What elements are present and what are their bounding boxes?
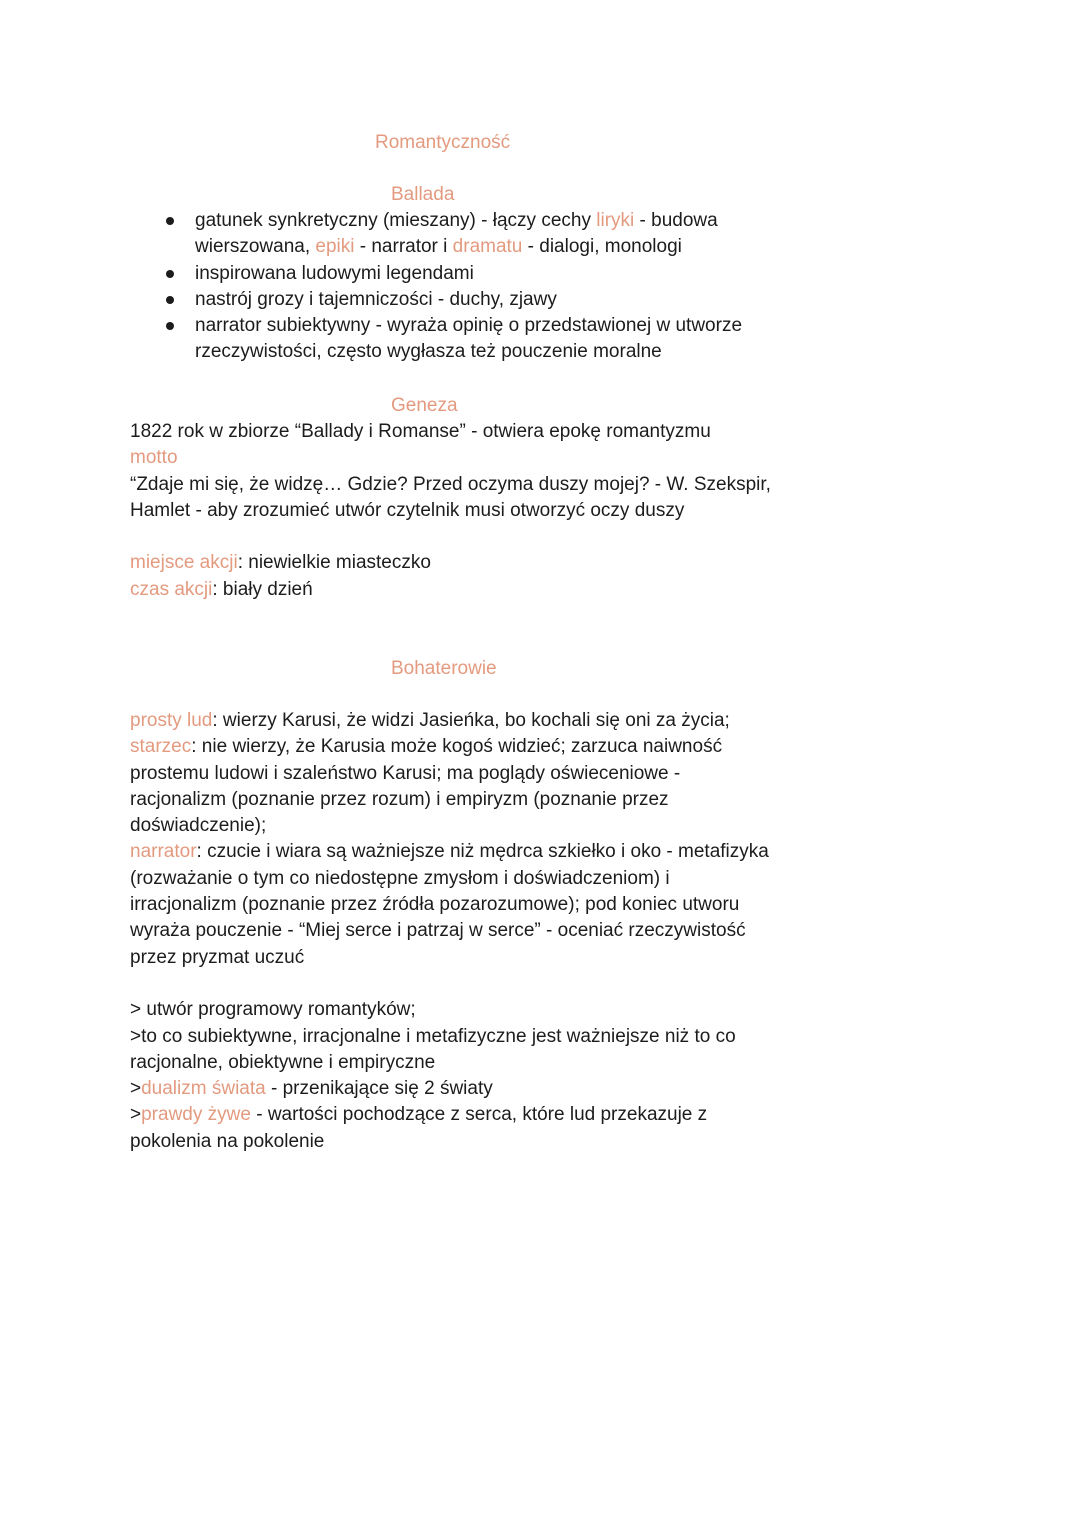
bullet-text: inspirowana ludowymi legendami bbox=[195, 262, 474, 284]
narrator-text: : czucie i wiara są ważniejsze niż mędrca szkiełko i oko - metafizyka (rozważanie o tym co niedostępne zmysłom i doświadczeniom) i irracjonalizm (poznanie przez źródła pozarozumowe); pod koniec utworu wyraża pouczenie - “Miej serce i patrzaj w serce” - oceniać rzeczywistość przez pryzmat uczuć bbox=[130, 841, 769, 968]
geneza-section bbox=[130, 419, 790, 603]
prawdy-label: prawdy żywe bbox=[141, 1104, 251, 1126]
geneza-heading: Geneza bbox=[391, 395, 458, 416]
bullet-text: narrator subiektywny - wyraża opinię o przedstawionej w utworze rzeczywistości, często wygłasza też pouczenie moralne bbox=[195, 315, 743, 363]
lud-label: prosty lud bbox=[130, 710, 213, 731]
bullet-icon bbox=[166, 270, 174, 278]
summary-line-2: >to co subiektywne, irracjonalne i metafizyczne jest ważniejsze niż to co racjonalne, obiektywne i empiryczne bbox=[130, 1025, 736, 1073]
summary-line-3 bbox=[130, 1076, 780, 1102]
ballada-bullet-list bbox=[130, 208, 810, 366]
time-of-action bbox=[130, 577, 790, 603]
dualizm-text: - przenikające się 2 światy bbox=[265, 1078, 493, 1100]
keyword-dramatu: dramatu bbox=[452, 236, 523, 258]
bullet-text: - dialogi, monologi bbox=[522, 236, 682, 258]
spacer bbox=[130, 971, 780, 997]
keyword-epiki: epiki bbox=[315, 236, 355, 258]
bohaterowie-heading: Bohaterowie bbox=[391, 658, 497, 679]
character-starzec bbox=[130, 734, 780, 839]
character-narrator bbox=[130, 839, 780, 970]
time-value: : biały dzień bbox=[212, 578, 313, 600]
summary-prefix: > bbox=[130, 1078, 142, 1100]
place-of-action bbox=[130, 550, 790, 576]
starzec-label: starzec bbox=[130, 736, 192, 758]
place-label: miejsce akcji bbox=[130, 552, 238, 574]
character-lud bbox=[130, 708, 780, 734]
ballada-bullet-1 bbox=[130, 208, 810, 261]
bullet-text: nastrój grozy i tajemniczości - duchy, zjawy bbox=[195, 288, 557, 310]
keyword-liryki: liryki bbox=[596, 210, 635, 231]
bullet-icon bbox=[166, 217, 174, 225]
ballada-bullet-2 bbox=[130, 261, 810, 287]
motto-label: motto bbox=[130, 447, 178, 469]
spacer bbox=[130, 524, 790, 550]
dualizm-label: dualizm świata bbox=[141, 1078, 266, 1100]
prawdy-text: - wartości pochodzące z serca, które lud przekazuje z pokolenia na pokolenie bbox=[130, 1104, 708, 1152]
page-title: Romantyczność bbox=[375, 132, 511, 153]
starzec-text: : nie wierzy, że Karusia może kogoś widzieć; zarzuca naiwność prostemu ludowi i szaleństwo Karusi; ma poglądy oświeceniowe - racjonalizm (poznanie przez rozum) i empiryzm (poznanie przez doświadczenie); bbox=[130, 736, 723, 837]
time-label: czas akcji bbox=[130, 578, 213, 600]
ballada-heading: Ballada bbox=[391, 184, 455, 205]
summary-prefix: > bbox=[130, 1104, 142, 1126]
summary-line-1: > utwór programowy romantyków; bbox=[130, 999, 416, 1021]
geneza-line: 1822 rok w zbiorze “Ballady i Romanse” - otwiera epokę romantyzmu bbox=[130, 421, 711, 442]
bullet-text: - narrator i bbox=[354, 236, 453, 258]
summary-line-4 bbox=[130, 1102, 780, 1155]
bohaterowie-section bbox=[130, 708, 780, 1155]
bullet-text: - budowa wierszowana, bbox=[195, 210, 718, 258]
narrator-label: narrator bbox=[130, 841, 197, 863]
ballada-bullet-3 bbox=[130, 287, 810, 313]
lud-text: : wierzy Karusi, że widzi Jasieńka, bo kochali się oni za życia; bbox=[212, 710, 730, 731]
place-value: : niewielkie miasteczko bbox=[237, 552, 431, 574]
ballada-bullet-4 bbox=[130, 313, 810, 366]
bullet-icon bbox=[166, 322, 174, 330]
motto-text: “Zdaje mi się, że widzę… Gdzie? Przed oczyma duszy mojej? - W. Szekspir, Hamlet - aby zrozumieć utwór czytelnik musi otworzyć oczy duszy bbox=[130, 473, 771, 521]
bullet-icon bbox=[166, 296, 174, 304]
bullet-text: gatunek synkretyczny (mieszany) - łączy cechy bbox=[195, 210, 597, 231]
